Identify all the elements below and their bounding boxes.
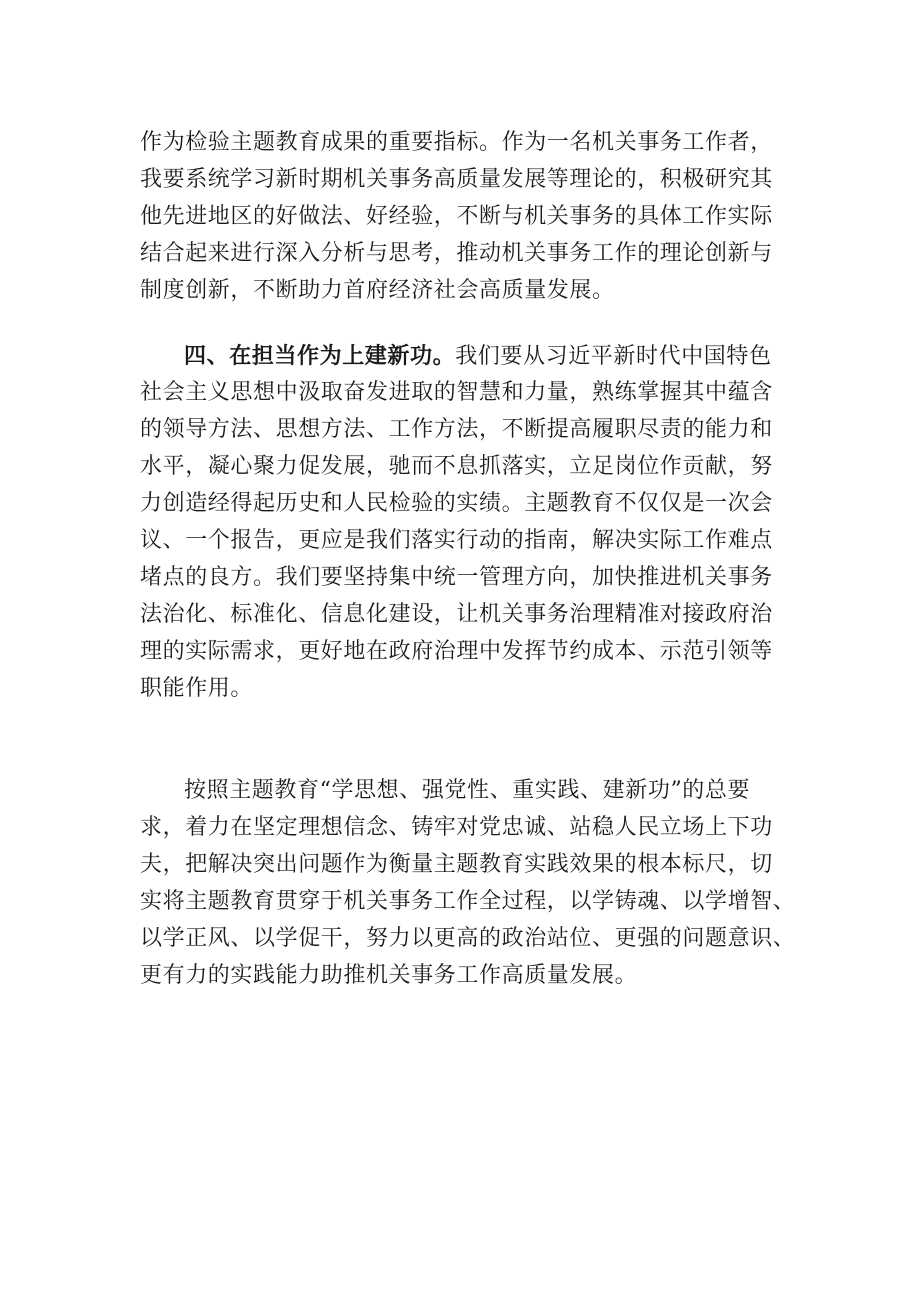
text-line: 他先进地区的好做法、好经验，不断与机关事务的具体工作实际	[140, 204, 773, 229]
text-line: 按照主题教育“学思想、强党性、重实践、建新功”的总要	[184, 778, 751, 803]
text-line: 实将主题教育贯穿于机关事务工作全过程，以学铸魂、以学增智、	[140, 889, 796, 914]
text-line: 职能作用。	[140, 676, 254, 701]
text-line: 堵点的良方。我们要坚持集中统一管理方向，加快推进机关事务	[140, 565, 773, 590]
text-line: 议、一个报告，更应是我们落实行动的指南，解决实际工作难点	[140, 528, 773, 553]
text-line: 法治化、标准化、信息化建设，让机关事务治理精准对接政府治	[140, 602, 773, 627]
text-line: 水平，凝心聚力促发展，驰而不息抓落实，立足岗位作贡献，努	[140, 454, 773, 479]
text-line: 的领导方法、思想方法、工作方法，不断提高履职尽责的能力和	[140, 417, 773, 442]
section-four-first-line	[184, 338, 772, 374]
section-four-heading: 四、在担当作为上建新功。	[184, 343, 456, 369]
text-line: 我要系统学习新时期机关事务高质量发展等理论的，积极研究其	[140, 167, 773, 192]
text-line: 夫，把解决突出问题作为衡量主题教育实践效果的根本标尺，切	[140, 852, 773, 877]
text-line: 社会主义思想中汲取奋发进取的智慧和力量，熟练掌握其中蕴含	[140, 380, 773, 405]
text-line: 更有力的实践能力助推机关事务工作高质量发展。	[140, 963, 638, 988]
text-line: 以学正风、以学促干，努力以更高的政治站位、更强的问题意识、	[140, 926, 796, 951]
text-line: 力创造经得起历史和人民检验的实绩。主题教育不仅仅是一次会	[140, 491, 773, 516]
text-line: 求，着力在坚定理想信念、铸牢对党忠诚、站稳人民立场上下功	[140, 815, 773, 840]
text-line: 结合起来进行深入分析与思考，推动机关事务工作的理论创新与	[140, 241, 773, 266]
text-line: 作为检验主题教育成果的重要指标。作为一名机关事务工作者，	[140, 130, 773, 155]
section-four-first-line-rest: 我们要从习近平新时代中国特色	[455, 344, 772, 369]
text-line: 制度创新，不断助力首府经济社会高质量发展。	[140, 278, 615, 303]
text-line: 理的实际需求，更好地在政府治理中发挥节约成本、示范引领等	[140, 639, 773, 664]
